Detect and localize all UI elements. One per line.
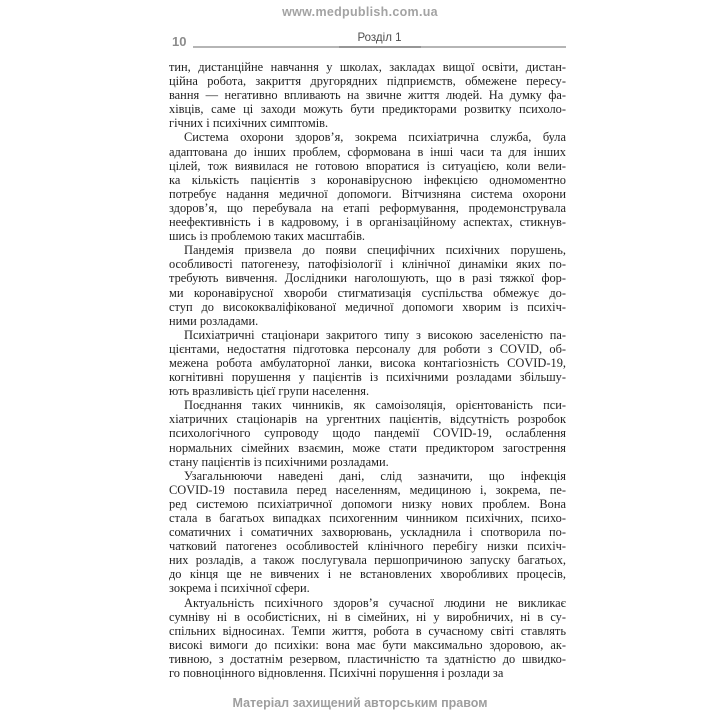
text-line: ка кількість пацієнтів з коронавірусною інфекцією одномоментно [169,172,566,187]
text-line: чатковий патогенез особливостей клінічного перебігу низки психіч- [169,539,566,554]
text-line: требують вивчення. Дослідники наголошують, що в разі тяжкої фор- [169,271,566,286]
text-line: високі вимоги до психіки: вона має бути максимально здоровою, ак- [169,637,566,652]
copyright-footer [0,696,720,710]
text-line: психологічного супроводу щодо пандемії COVID-19, ослаблення [169,426,566,441]
text-line: го повноцінного відновлення. Психічні порушення і розлади за [169,666,504,681]
text-line: межена робота амбулаторної ланки, висока контагіозність COVID-19, [169,355,566,370]
text-line: гічних і психічних симптомів. [169,116,329,131]
paragraph [169,60,566,130]
text-line: ційна робота, закриття другорядних підприємств, обмежене пересу- [169,74,566,89]
text-line: ред системою психіатричної допомоги низку нових проблем. Вона [169,496,566,511]
text-line: тин, дистанційне навчання у школах, закладах вищої освіти, дистан- [169,60,566,74]
site-url-text: www.medpublish.com.ua [282,5,438,19]
page-number: 10 [172,34,187,49]
text-line: зокрема і психічної сфери. [169,581,310,596]
chapter-rule [193,46,566,48]
copyright-text: Матеріал захищений авторським правом [232,696,488,710]
text-line: неефективність і в кадровому, і в організаційному аспектах, стикнув- [169,215,566,230]
text-line: адаптована до інших проблем, сформована в інші часи та для інших [169,144,566,159]
text-line: тивною, з достатнім резервом, пластичністю та здатністю до швидко- [169,651,566,666]
text-line: ми коронавірусної хвороби стигматизація суспільства обмежує до- [169,285,566,300]
chapter-label: Розділ 1 [357,32,402,44]
text-line: хівців, саме ці заходи можуть бути предикторами розвитку психоло- [169,102,566,117]
text-line: нормальних сімейних взаємин, може стати предиктором загострення [169,440,566,455]
text-line: ступ до висококваліфікованої медичної допомоги хворим із психіч- [169,299,566,314]
text-line: Система охорони здоров’я, зокрема психіатрична служба, була [184,130,566,145]
text-line: до кінця ще не вивчених і не встановлених хворобливих процесів, [169,567,566,582]
text-line: ними розладами. [169,313,259,328]
text-line: цілей, тож виявилася не готовою впоратися із ситуацією, коли вели- [169,158,566,173]
site-header [0,5,720,19]
paragraph [169,130,566,243]
text-line: цієнтами, недостатня підготовка персоналу для роботи з COVID, об- [169,341,566,356]
text-line: Психіатричні стаціонари закритого типу з високою заселеністю па- [184,327,566,342]
text-line: них розладів, а також послугувала першопричиною запуску багатьох, [169,553,566,568]
text-line: ють вразливість цієї групи населення. [169,384,370,399]
text-line: хіатричних стаціонарів на ургентних пацієнтів, відсутність розробок [169,412,566,427]
text-line: Узагальнюючи наведені дані, слід зазначити, що інфекція [184,468,566,483]
text-line: соматичних і соматичних захворювань, ускладнила і спотворила по- [169,525,566,540]
paragraph [169,243,566,328]
text-line: потребує надання медичної допомоги. Вітчизняна система охорони [169,186,566,201]
text-line: Актуальність психічного здоров’я сучасної людини не викликає [184,595,566,610]
text-line: здоров’я, що перебувала на етапі реформування, продемонструвала [169,200,566,215]
page-body-text [169,60,566,680]
text-line: спільних відносинах. Темпи життя, робота в сучасному світі ставлять [169,623,566,638]
text-line: Пандемія призвела до появи специфічних психічних порушень, [184,243,566,258]
text-line: вання — негативно впливають на звичне життя людей. На думку фа- [169,88,566,103]
text-line: шись із проблемою таких масштабів. [169,229,366,244]
text-line: стану пацієнтів із психічними розладами. [169,454,389,469]
chapter-rule-accent [339,46,421,48]
paragraph [169,328,566,398]
text-line: особливості патогенезу, патофізіології і клінічної динаміки яких по- [169,257,566,272]
paragraph [169,398,566,468]
text-line: когнітивні порушення у пацієнтів із психічними розладами збільшу- [169,370,566,385]
paragraph [169,596,566,681]
paragraph [169,469,566,596]
text-line: стала в багатьох випадках психогенним чинником психічних, психо- [169,511,566,525]
text-line: сумніву ні в особистісних, ні в сімейних, ні у виробничих, ні в су- [169,609,566,624]
text-line: Поєднання таких чинників, як самоізоляція, орієнтованість пси- [184,398,566,413]
text-line: COVID-19 поставила перед населенням, медициною і, зокрема, пе- [169,482,566,497]
